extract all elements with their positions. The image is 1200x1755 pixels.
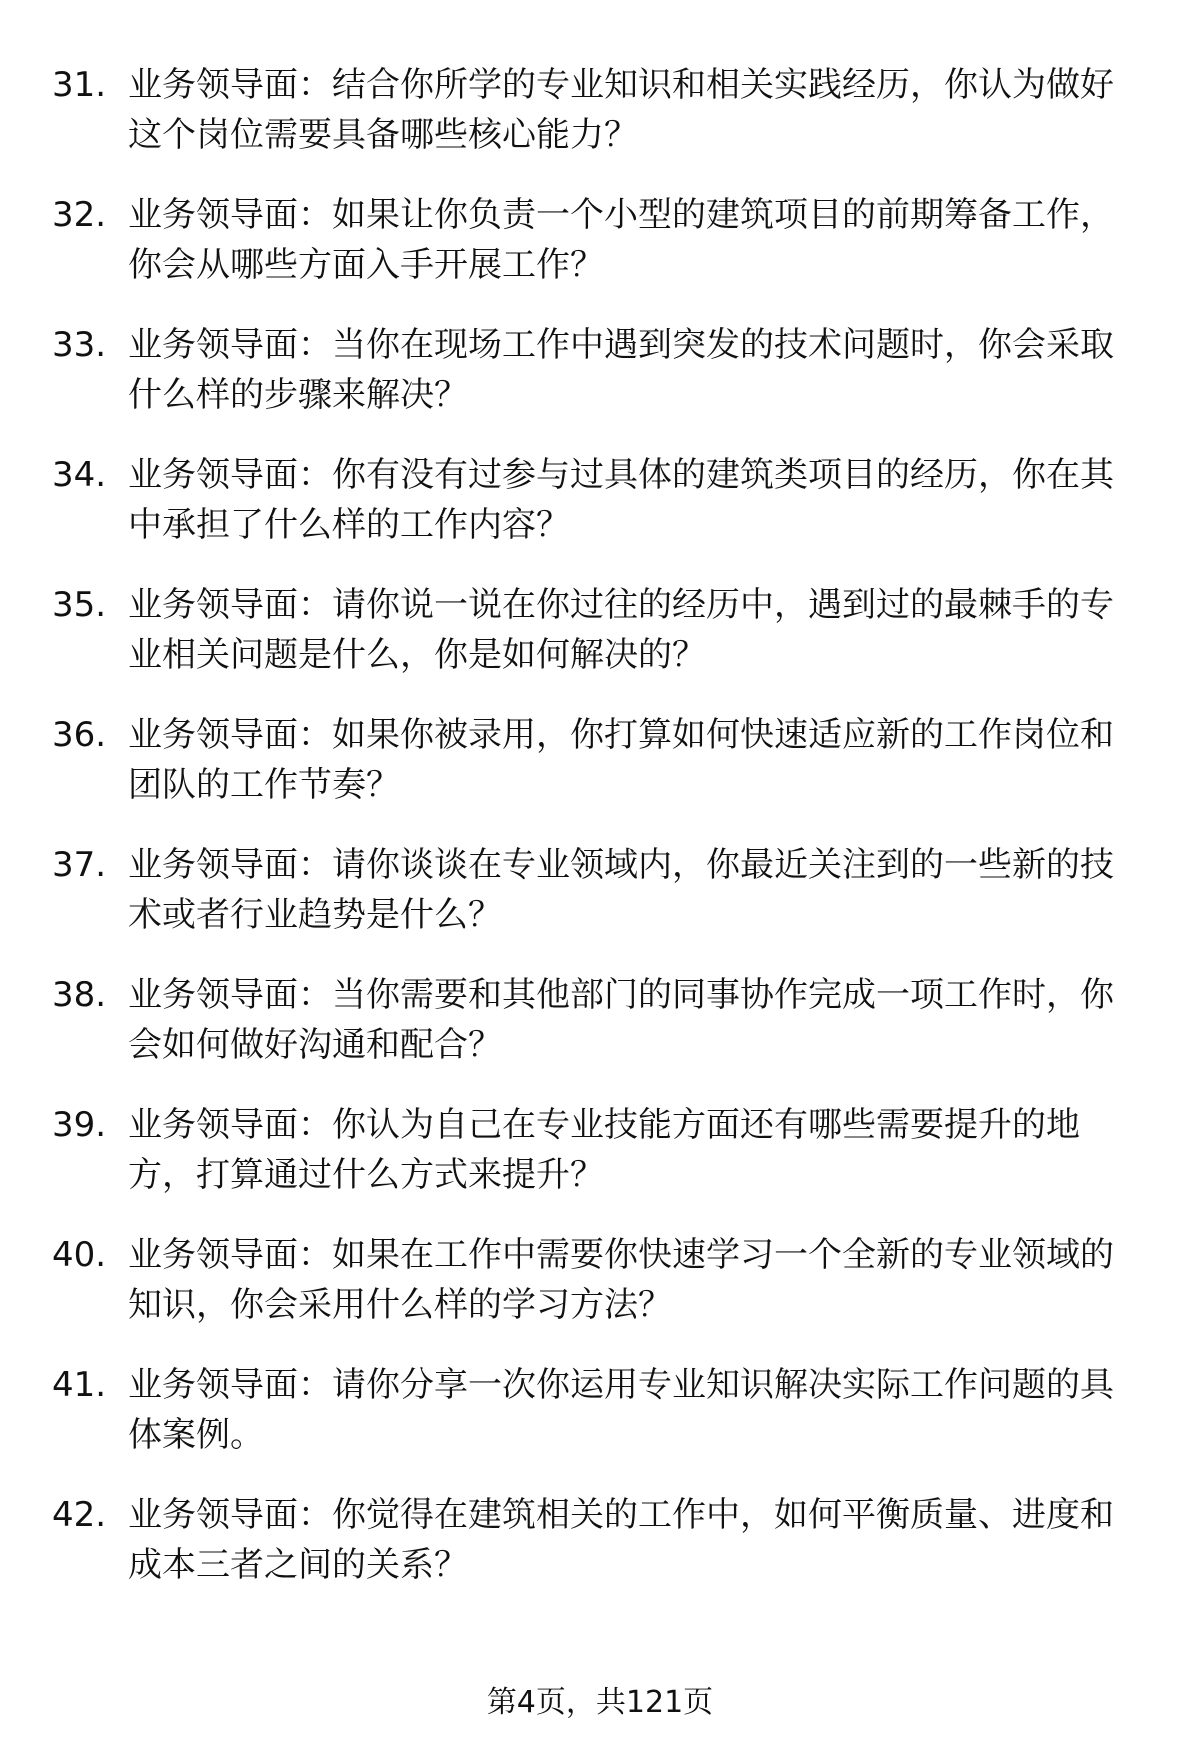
question-number: 37. — [52, 845, 107, 885]
page-footer — [0, 1683, 1200, 1723]
question-item — [52, 320, 1152, 420]
question-number: 42. — [52, 1495, 107, 1535]
question-text: 业务领导面：结合你所学的专业知识和相关实践经历，你认为做好这个岗位需要具备哪些核心能力？ — [128, 65, 1114, 155]
question-number: 41. — [52, 1365, 107, 1405]
page-number-label: 第4页，共121页 — [486, 1685, 714, 1720]
question-number: 39. — [52, 1105, 107, 1145]
question-list — [52, 60, 1152, 1620]
question-item — [52, 1490, 1152, 1590]
question-number: 35. — [52, 585, 107, 625]
question-text: 业务领导面：如果让你负责一个小型的建筑项目的前期筹备工作，你会从哪些方面入手开展工作？ — [128, 195, 1114, 285]
question-text: 业务领导面：请你谈谈在专业领域内，你最近关注到的一些新的技术或者行业趋势是什么？ — [128, 845, 1114, 935]
question-item — [52, 580, 1152, 680]
question-number: 33. — [52, 325, 107, 365]
question-number: 31. — [52, 65, 107, 105]
question-text: 业务领导面：当你需要和其他部门的同事协作完成一项工作时，你会如何做好沟通和配合？ — [128, 975, 1114, 1065]
question-item — [52, 450, 1152, 550]
question-item — [52, 840, 1152, 940]
question-item — [52, 60, 1152, 160]
question-number: 40. — [52, 1235, 107, 1275]
question-item — [52, 1100, 1152, 1200]
question-item — [52, 1360, 1152, 1460]
question-number: 34. — [52, 455, 107, 495]
question-number: 32. — [52, 195, 107, 235]
question-text: 业务领导面：请你说一说在你过往的经历中，遇到过的最棘手的专业相关问题是什么，你是如何解决的？ — [128, 585, 1114, 675]
question-item — [52, 1230, 1152, 1330]
question-item — [52, 710, 1152, 810]
question-text: 业务领导面：你有没有过参与过具体的建筑类项目的经历，你在其中承担了什么样的工作内容？ — [128, 455, 1114, 545]
question-text: 业务领导面：如果在工作中需要你快速学习一个全新的专业领域的知识，你会采用什么样的学习方法？ — [128, 1235, 1114, 1325]
question-text: 业务领导面：你觉得在建筑相关的工作中，如何平衡质量、进度和成本三者之间的关系？ — [128, 1495, 1114, 1585]
question-text: 业务领导面：请你分享一次你运用专业知识解决实际工作问题的具体案例。 — [128, 1365, 1114, 1455]
question-text: 业务领导面：如果你被录用，你打算如何快速适应新的工作岗位和团队的工作节奏？ — [128, 715, 1114, 805]
question-item — [52, 190, 1152, 290]
question-item — [52, 970, 1152, 1070]
question-number: 36. — [52, 715, 107, 755]
question-text: 业务领导面：当你在现场工作中遇到突发的技术问题时，你会采取什么样的步骤来解决？ — [128, 325, 1114, 415]
question-text: 业务领导面：你认为自己在专业技能方面还有哪些需要提升的地方，打算通过什么方式来提升？ — [128, 1105, 1080, 1195]
question-number: 38. — [52, 975, 107, 1015]
